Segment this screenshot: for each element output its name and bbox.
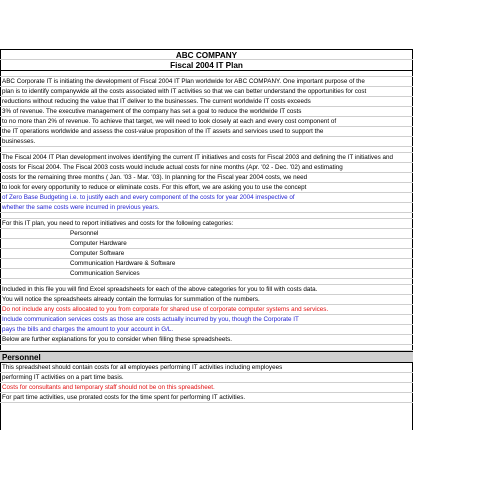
intro-line[interactable]: 3% of revenue. The executive management of the company has set a goal to reduce the worldwide IT costs xyxy=(0,107,413,117)
communication-note-line[interactable]: Include communication services costs as those are costs actually incurred by you, though the Corporate IT xyxy=(0,315,413,325)
personnel-line[interactable]: For part time activities, use prorated costs for the time spent for performing IT activities. xyxy=(0,393,413,403)
development-line[interactable]: costs for the remaining three months ( Jan. '03 - Mar. '03). In planning for the Fiscal year 2004 costs, we need xyxy=(0,173,413,183)
category-item[interactable]: Computer Hardware xyxy=(0,239,413,249)
category-item[interactable]: Computer Software xyxy=(0,249,413,259)
category-item[interactable]: Communication Hardware & Software xyxy=(0,259,413,269)
included-line[interactable]: Included in this file you will find Excel spreadsheets for each of the above categories for you to fill with costs data. xyxy=(0,285,413,295)
categories-intro[interactable]: For this IT plan, you need to report initiatives and costs for the following categories: xyxy=(0,219,413,229)
personnel-line[interactable]: This spreadsheet should contain costs for all employees performing IT activities including employees xyxy=(0,363,413,373)
red-warning-line[interactable]: Do not include any costs allocated to you from corporate for shared use of corporate computer systems and services. xyxy=(0,305,413,315)
intro-line[interactable]: to no more than 2% of revenue. To achieve that target, we will need to look closely at each and every cost component of xyxy=(0,117,413,127)
communication-note-line[interactable]: pays the bills and charges the amount to your account in G/L. xyxy=(0,325,413,335)
personnel-line[interactable]: performing IT activities on a part time basis. xyxy=(0,373,413,383)
company-title[interactable]: ABC COMPANY xyxy=(0,49,413,60)
intro-line[interactable]: businesses. xyxy=(0,137,413,147)
zero-base-budgeting-line[interactable]: of Zero Base Budgeting i.e. to justify each and every component of the costs for year 2004 irrespective of xyxy=(0,193,413,203)
spreadsheet xyxy=(0,49,413,403)
zero-base-budgeting-line[interactable]: whether the same costs were incurred in previous years. xyxy=(0,203,413,213)
intro-line[interactable]: plan is to identify companywide all the costs associated with IT activities so that we can better understand the opportunities for cost xyxy=(0,87,413,97)
development-line[interactable]: costs for Fiscal 2004. The Fiscal 2003 costs would include actual costs for nine months (Apr. '02 - Dec. '02) and estimating xyxy=(0,163,413,173)
category-item[interactable]: Personnel xyxy=(0,229,413,239)
intro-line[interactable]: the IT operations worldwide and assess the cost-value proposition of the IT assets and services used to support the xyxy=(0,127,413,137)
category-item[interactable]: Communication Services xyxy=(0,269,413,279)
included-line[interactable]: You will notice the spreadsheets already contain the formulas for summation of the numbers. xyxy=(0,295,413,305)
development-line[interactable]: The Fiscal 2004 IT Plan development involves identifying the current IT initiatives and costs for Fiscal 2003 and defining the IT initiatives and xyxy=(0,153,413,163)
intro-line[interactable]: ABC Corporate IT is initiating the development of Fiscal 2004 IT Plan worldwide for ABC COMPANY. One important purpose of the xyxy=(0,77,413,87)
explanations-line[interactable]: Below are further explanations for you to consider when filling these spreadsheets. xyxy=(0,335,413,345)
personnel-red-line[interactable]: Costs for consultants and temporary staff should not be on this spreadsheet. xyxy=(0,383,413,393)
personnel-section-header[interactable]: Personnel xyxy=(0,351,413,363)
plan-title[interactable]: Fiscal 2004 IT Plan xyxy=(0,60,413,71)
intro-line[interactable]: reductions without reducing the value that IT deliver to the businesses. The current worldwide IT costs exceeds xyxy=(0,97,413,107)
development-line[interactable]: to look for every opportunity to reduce or eliminate costs. For this effort, we are asking you to use the concept xyxy=(0,183,413,193)
